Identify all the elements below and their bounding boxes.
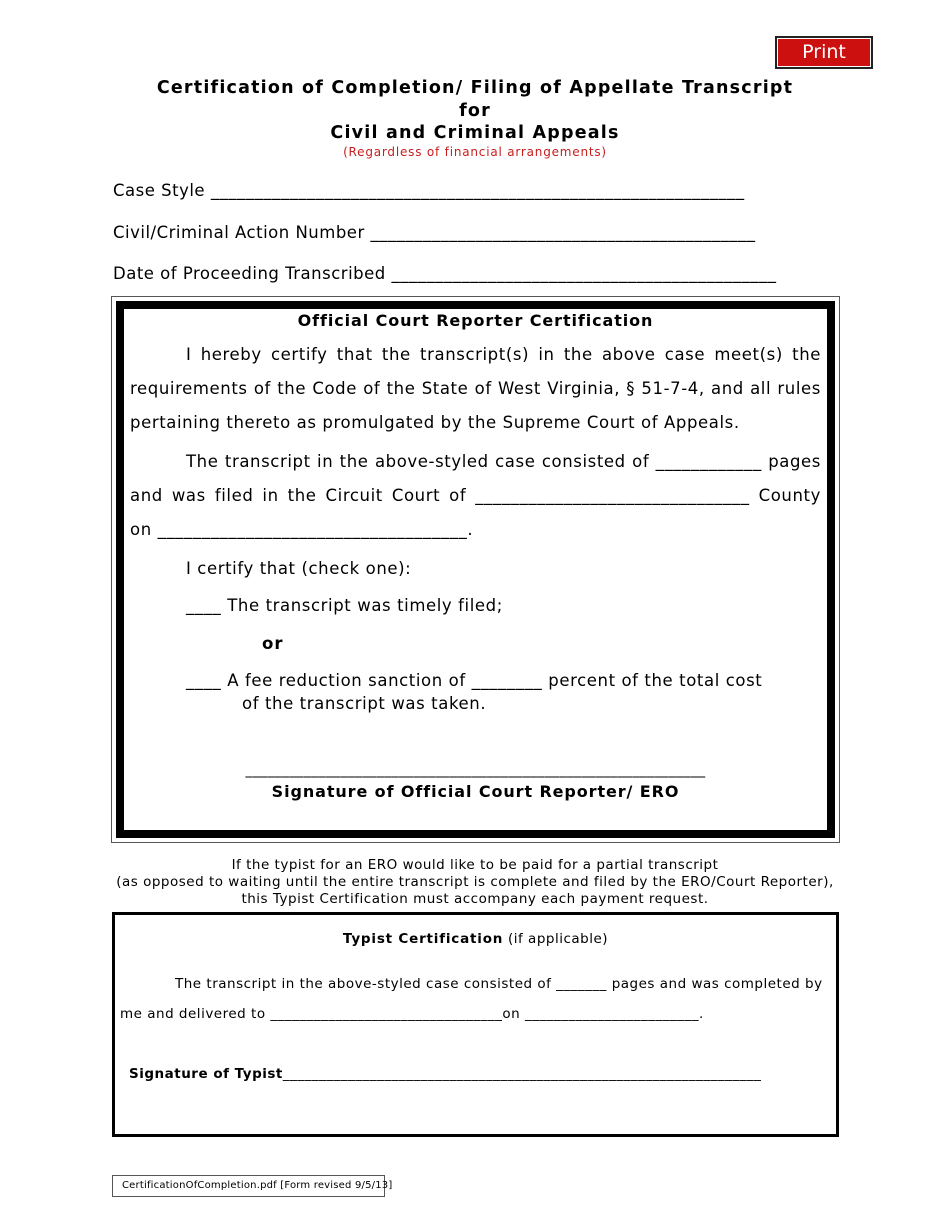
subtitle: (Regardless of financial arrangements): [343, 144, 607, 159]
title-line-2: for: [459, 100, 491, 121]
check-one-intro: I certify that (check one):: [186, 559, 412, 578]
date-transcribed-field[interactable]: Date of Proceeding Transcribed ____________________________________________: [113, 264, 777, 283]
timely-filed-option[interactable]: ____ The transcript was timely filed;: [186, 596, 503, 615]
fee-reduction-option[interactable]: ____ A fee reduction sanction of ________ percent of the total cost: [186, 671, 763, 690]
typist-note-line2: (as opposed to waiting until the entire transcript is complete and filed by the ERO/Court Reporter),: [116, 874, 834, 890]
typist-note-line3: this Typist Certification must accompany each payment request.: [241, 891, 709, 907]
typist-cert-heading-bold: Typist Certification: [342, 931, 504, 947]
typist-pages-field[interactable]: The transcript in the above-styled case consisted of _______ pages and was completed by: [175, 976, 823, 992]
circuit-court-field[interactable]: and was filed in the Circuit Court of _______________________________ County: [130, 486, 821, 505]
typist-cert-heading: [112, 931, 839, 947]
cert-para1-line1: I hereby certify that the transcript(s) in the above case meet(s) the: [186, 345, 821, 364]
fee-reduction-option-cont: of the transcript was taken.: [242, 694, 487, 713]
reporter-signature-line[interactable]: _______________________________________________________________: [245, 762, 706, 778]
filed-date-field[interactable]: on ___________________________________.: [130, 520, 474, 539]
cert-para1-line2: requirements of the Code of the State of West Virginia, § 51-7-4, and all rules: [130, 379, 821, 398]
action-number-field[interactable]: Civil/Criminal Action Number ____________________________________________: [113, 223, 756, 242]
title-line-1: Certification of Completion/ Filing of Appellate Transcript: [156, 78, 794, 98]
reporter-cert-heading: Official Court Reporter Certification: [297, 311, 654, 330]
print-button[interactable]: Print: [775, 36, 873, 69]
typist-delivered-field[interactable]: me and delivered to ________________________________on ________________________.: [120, 1006, 704, 1022]
title-line-3: Civil and Criminal Appeals: [330, 123, 620, 143]
typist-signature-line[interactable]: __________________________________________________________________: [282, 1066, 762, 1082]
form-title: [0, 77, 950, 160]
typist-signature-row[interactable]: [129, 1066, 761, 1082]
cert-para1-line3: pertaining thereto as promulgated by the Supreme Court of Appeals.: [130, 413, 740, 432]
typist-note-line1: If the typist for an ERO would like to be paid for a partial transcript: [231, 857, 719, 873]
reporter-signature-label: Signature of Official Court Reporter/ ERO: [271, 782, 680, 801]
typist-signature-label: Signature of Typist: [129, 1066, 283, 1082]
form-footer: CertificationOfCompletion.pdf [Form revised 9/5/13]: [112, 1175, 385, 1197]
or-label: or: [262, 634, 284, 653]
case-style-field[interactable]: Case Style _____________________________________________________________: [113, 181, 745, 200]
typist-note: [0, 857, 950, 908]
typist-cert-heading-rest: (if applicable): [503, 931, 609, 947]
pages-count-field[interactable]: The transcript in the above-styled case consisted of ____________ pages: [186, 452, 821, 471]
